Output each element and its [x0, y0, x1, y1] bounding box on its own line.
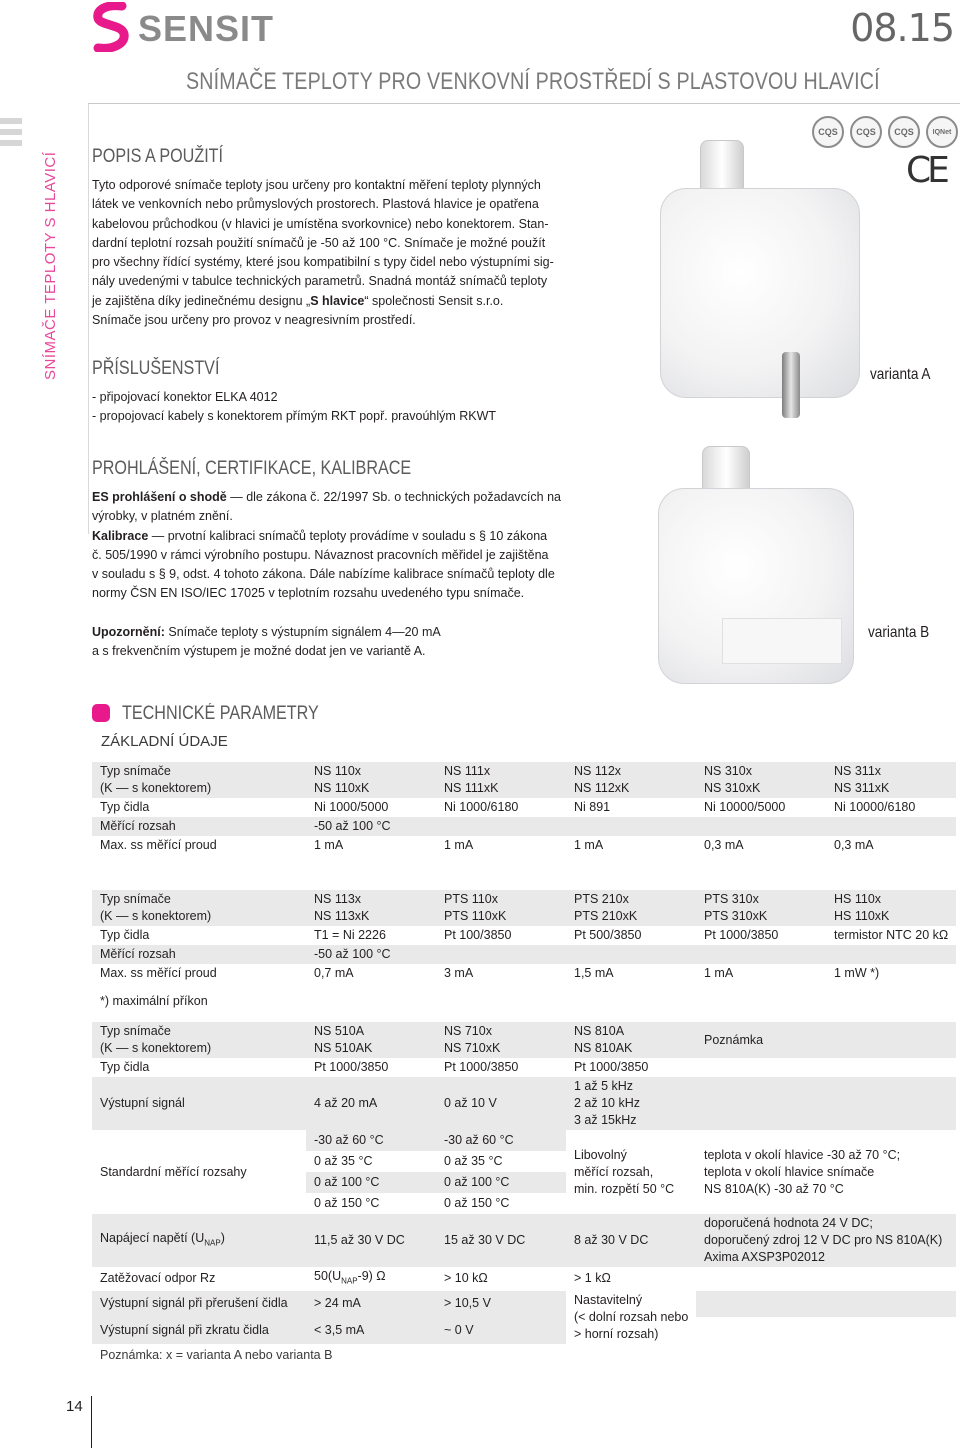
table-row — [92, 890, 956, 926]
table-cell — [566, 945, 696, 964]
popis-text-part: je zajištěna díky jedinečnému designu „ — [92, 293, 311, 308]
popis-line: nály uvedenými v tabulce technických parametrů. Snadná montáž snímačů teploty — [92, 274, 548, 289]
table-cell: > 1 kΩ — [574, 1271, 611, 1286]
popis-text — [92, 176, 592, 330]
table-cell: 3 mA — [444, 966, 474, 980]
section-lines-icon — [0, 118, 22, 158]
page-number: 14 — [66, 1398, 83, 1415]
table-cell — [696, 1317, 956, 1344]
table-cell: -30 až 60 °C 0 až 35 °C 0 až 100 °C 0 až 150 °C — [306, 1130, 436, 1214]
table-cell — [436, 817, 566, 836]
popis-text-part: “ společnosti Sensit s.r.o. — [364, 293, 504, 308]
table-cell: 1,5 mA — [574, 966, 614, 980]
table-row — [92, 817, 956, 836]
popis-line: dardní teplotní rozsah použití snímačů je -50 až 100 °C. Snímače je možné použít — [92, 235, 546, 250]
table-cell: NS 310x NS 310xK — [696, 762, 826, 798]
table-cell — [826, 945, 956, 964]
table-cell: NS 510A NS 510AK — [306, 1022, 436, 1058]
table-cell: PTS 310x PTS 310xK — [696, 890, 826, 926]
table-cell: Ni 1000/5000 — [314, 800, 389, 814]
table-cell: 1 mA — [574, 838, 604, 852]
cqs-cert-icon: CQS — [812, 116, 844, 148]
table-row — [92, 1267, 956, 1291]
table-cell: Nastavitelný (< dolní rozsah nebo > horní rozsah) — [566, 1291, 696, 1344]
table-cell: Typ čidla — [100, 1060, 150, 1074]
type-label-plate — [722, 618, 842, 664]
popis-line: pro všechny řídící systémy, které jsou kompatibilní s typy čidel nebo výstupními sig- — [92, 255, 554, 270]
table-cell — [696, 1058, 956, 1077]
popis-line: látek ve venkovních nebo průmyslových prostorech. Plastová hlavice je opatřena — [92, 197, 539, 212]
table-cell — [436, 945, 566, 964]
prohlaseni-line — [92, 488, 592, 507]
table-cell: NS 810A NS 810AK — [566, 1022, 696, 1058]
prislusenstvi-heading: PŘÍSLUŠENSTVÍ — [92, 358, 220, 379]
table-row — [92, 1317, 956, 1344]
table-row — [92, 926, 956, 945]
variant-b-label: varianta B — [868, 624, 930, 641]
table-cell: Ni 891 — [574, 800, 611, 814]
table-cell: Měřící rozsah — [92, 945, 306, 964]
footnote: *) maximální příkon — [100, 994, 208, 1008]
table-cell — [696, 1267, 956, 1291]
table-row — [92, 1130, 956, 1214]
kal-bold: Kalibrace — [92, 528, 149, 543]
table-cell: 0,7 mA — [314, 966, 354, 980]
table-cell: Ni 10000/6180 — [834, 800, 916, 814]
variant-a-label: varianta A — [870, 366, 931, 383]
table-row — [92, 1077, 956, 1130]
table-cell — [826, 817, 956, 836]
warning-bold: Upozornění: — [92, 624, 165, 639]
table-cell: Typ snímače (K — s konektorem) — [92, 762, 306, 798]
popis-heading: POPIS A POUŽITÍ — [92, 146, 224, 167]
prohlaseni-line: č. 505/1990 v rámci výrobního postupu. Návaznost pracovních měřidel je zajištěna — [92, 547, 549, 562]
table-cell: Ni 10000/5000 — [704, 800, 786, 814]
table-cell: ~ 0 V — [436, 1317, 566, 1344]
warning-line: a s frekvenčním výstupem je možné dodat jen ve variantě A. — [92, 644, 426, 659]
table-cell: 11,5 až 30 V DC — [306, 1214, 436, 1267]
table-cell: NS 710x NS 710xK — [436, 1022, 566, 1058]
table-cell: NS 111x NS 111xK — [436, 762, 566, 798]
table-cell: Standardní měřící rozsahy — [100, 1164, 247, 1179]
tech-heading: TECHNICKÉ PARAMETRY — [122, 703, 319, 724]
table-cell: NS 110x NS 110xK — [306, 762, 436, 798]
bullet-icon — [92, 704, 110, 722]
table-cell: Max. ss měřící proud — [100, 838, 217, 852]
table-cell: -30 až 60 °C 0 až 35 °C 0 až 100 °C 0 až 150 °C — [436, 1130, 566, 1214]
table-cell — [696, 945, 826, 964]
table-row — [92, 1291, 956, 1318]
es-text: — dle zákona č. 22/1997 Sb. o technických požadavcích na — [226, 490, 561, 504]
sensor-head — [660, 188, 860, 398]
table-cell: Pt 1000/3850 — [704, 928, 779, 942]
kal-text: — prvotní kalibraci snímačů teploty provádíme v souladu s § 10 zákona — [148, 528, 548, 543]
table-cell: Pt 1000/3850 — [444, 1060, 519, 1074]
table-cell: Výstupní signál — [92, 1077, 306, 1130]
table-cell: NS 113x NS 113xK — [306, 890, 436, 926]
cqs-cert-icon: CQS — [888, 116, 920, 148]
params-table-1 — [92, 762, 956, 855]
table-cell: 0 až 10 V — [436, 1077, 566, 1130]
table-row — [92, 762, 956, 798]
params-table-3 — [92, 1022, 956, 1344]
cqs-cert-icon: CQS — [850, 116, 882, 148]
table-cell: Typ snímače (K — s konektorem) — [92, 1022, 306, 1058]
table-row — [92, 945, 956, 964]
table-cell: PTS 110x PTS 110xK — [436, 890, 566, 926]
table-cell — [696, 817, 826, 836]
table-cell: > 10 kΩ — [444, 1271, 488, 1286]
prohlaseni-line: normy ČSN EN ISO/IEC 17025 v teplotním rozsahu uvedeného typu snímače. — [92, 586, 525, 601]
table-cell — [566, 817, 696, 836]
popis-line: kabelovou průchodkou (v hlavici je umístěna svorkovnice) nebo konektorem. Stan- — [92, 216, 549, 231]
table-row — [92, 798, 956, 817]
table-cell: 0,3 mA — [704, 838, 744, 852]
popis-line: Snímače jsou určeny pro provoz v neagresivním prostředí. — [92, 313, 416, 328]
sensit-logo — [92, 2, 282, 54]
tech-subheading: ZÁKLADNÍ ÚDAJE — [101, 733, 228, 750]
table-cell: Měřící rozsah — [92, 817, 306, 836]
table-cell: Typ čidla — [100, 928, 150, 942]
prohlaseni-text — [92, 488, 592, 661]
table-cell: > 24 mA — [306, 1291, 436, 1318]
table-cell: Výstupní signál při přerušení čidla — [92, 1291, 306, 1318]
page-title: SNÍMAČE TEPLOTY PRO VENKOVNÍ PROSTŘEDÍ S PLASTOVOU HLAVICÍ — [186, 68, 880, 95]
table-cell: Výstupní signál při zkratu čidla — [92, 1317, 306, 1344]
table-cell: -50 až 100 °C — [306, 945, 436, 964]
table-cell: Libovolný měřící rozsah, min. rozpětí 50 °C — [574, 1147, 675, 1196]
table-row — [92, 1022, 956, 1058]
warning-text: Snímače teploty s výstupním signálem 4—20 mA — [164, 624, 441, 639]
table-cell: -50 až 100 °C — [306, 817, 436, 836]
table-cell: < 3,5 mA — [306, 1317, 436, 1344]
prohlaseni-heading: PROHLÁŠENÍ, CERTIFIKACE, KALIBRACE — [92, 458, 412, 479]
table-cell: termistor NTC 20 kΩ — [834, 928, 949, 942]
product-image-variant-a — [640, 130, 880, 430]
prohlaseni-line: výrobky, v platném znění. — [92, 509, 233, 524]
page-code: 08.15 — [850, 6, 954, 50]
prohlaseni-line — [92, 527, 592, 546]
table-cell: Typ čidla — [100, 800, 150, 814]
product-image-variant-b — [652, 440, 862, 690]
table-cell: 1 mA — [444, 838, 474, 852]
ce-mark-icon: CE — [906, 150, 946, 191]
table-cell — [696, 1291, 956, 1318]
bottom-note: Poznámka: x = varianta A nebo varianta B — [100, 1348, 333, 1362]
list-item: - propojovací kabely s konektorem přímým RKT popř. pravoúhlým RKWT — [92, 409, 497, 424]
warning-line — [92, 623, 592, 642]
table-cell: Poznámka — [696, 1022, 956, 1058]
table-row — [92, 836, 956, 855]
table-cell: PTS 210x PTS 210xK — [566, 890, 696, 926]
logo-text: SENSIT — [138, 8, 275, 49]
page-number-divider — [91, 1396, 92, 1448]
params-table-2 — [92, 890, 956, 983]
table-cell: NS 311x NS 311xK — [826, 762, 956, 798]
table-row — [92, 964, 956, 983]
list-item: - připojovací konektor ELKA 4012 — [92, 390, 278, 404]
iqnet-cert-icon: IQNet — [926, 116, 958, 148]
table-cell: 1 mA — [314, 838, 344, 852]
table-cell: 15 až 30 V DC — [436, 1214, 566, 1267]
popis-line: Tyto odporové snímače teploty jsou určeny pro kontaktní měření teploty plynných — [92, 178, 541, 192]
table-cell: Pt 500/3850 — [574, 928, 642, 942]
sidebar-vertical-label: SNÍMAČE TEPLOTY S HLAVICÍ — [42, 151, 59, 380]
prislusenstvi-list — [92, 388, 592, 427]
table-cell: 8 až 30 V DC — [566, 1214, 696, 1267]
table-cell: T1 = Ni 2226 — [314, 928, 386, 942]
prohlaseni-line: v souladu s § 9, odst. 4 tohoto zákona. Dále nabízíme kalibrace snímačů teploty dle — [92, 567, 555, 582]
table-cell: Pt 1000/3850 — [314, 1060, 389, 1074]
table-cell: Napájecí napětí $(U_{NAP})$ — [92, 1214, 306, 1267]
left-divider — [88, 104, 89, 534]
table-cell: Max. ss měřící proud — [100, 966, 217, 980]
spacer — [92, 604, 592, 623]
table-cell: 4 až 20 mA — [306, 1077, 436, 1130]
table-cell: 1 až 5 kHz 2 až 10 kHz 3 až 15kHz — [566, 1077, 696, 1130]
table-row — [92, 1214, 956, 1267]
table-row — [92, 1058, 956, 1077]
table-cell: NS 112x NS 112xK — [566, 762, 696, 798]
table-cell — [696, 1077, 956, 1130]
table-cell: 1 mW *) — [834, 966, 880, 980]
table-cell: Typ snímače (K — s konektorem) — [92, 890, 306, 926]
title-divider — [88, 103, 960, 104]
table-cell: Zatěžovací odpor Rz — [100, 1271, 216, 1286]
table-cell: 0,3 mA — [834, 838, 874, 852]
popis-bold-part: S hlavice — [310, 293, 365, 308]
table-cell: Pt 100/3850 — [444, 928, 512, 942]
es-bold: ES prohlášení o shodě — [92, 490, 227, 504]
table-cell: Pt 1000/3850 — [574, 1060, 649, 1074]
table-cell: teplota v okolí hlavice -30 až 70 °C; teplota v okolí hlavice snímače NS 810A(K) -30 až 70 °C — [704, 1147, 901, 1196]
table-cell: > 10,5 V — [436, 1291, 566, 1318]
table-cell: HS 110x HS 110xK — [826, 890, 956, 926]
logo-mark-icon — [92, 2, 132, 52]
table-cell: Ni 1000/6180 — [444, 800, 519, 814]
popis-line — [92, 292, 592, 311]
table-cell: 1 mA — [704, 966, 734, 980]
table-cell: doporučená hodnota 24 V DC; doporučený zdroj 12 V DC pro NS 810A(K) Axima AXSP3P02012 — [696, 1214, 956, 1267]
table-cell: $50(U_{NAP}-9)$ Ω — [314, 1269, 386, 1286]
sensor-probe — [782, 352, 800, 418]
